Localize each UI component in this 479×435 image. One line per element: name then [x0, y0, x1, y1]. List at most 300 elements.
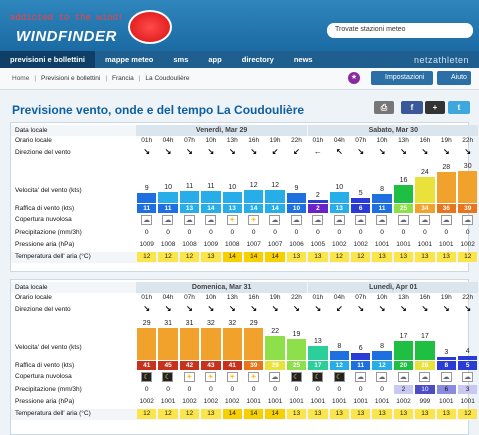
temperature-cell: 14	[265, 409, 284, 419]
hour-cell: 07h	[355, 137, 367, 144]
speed-column	[457, 318, 478, 360]
speed-column	[393, 318, 414, 360]
sky-icon: ☾	[293, 374, 300, 381]
speed-column	[264, 161, 285, 203]
wind-speed-value: 19	[292, 331, 301, 339]
facebook-share-button[interactable]: f	[401, 101, 423, 114]
wind-speed-value: 8	[380, 343, 385, 351]
pressure-cell: 1009	[139, 241, 154, 248]
wind-arrow-icon: ↙	[271, 147, 279, 156]
sky-icon: ☾	[335, 374, 343, 381]
gust-cell: 11	[158, 204, 177, 213]
gust-cell: 10	[287, 204, 306, 213]
label-date: Data locale	[15, 127, 48, 134]
day-header: Venerdì, Mar 29	[136, 125, 307, 136]
precip-cell: 0	[294, 386, 299, 393]
wind-speed-value: 24	[420, 168, 429, 176]
breadcrumb-home[interactable]: Home	[12, 75, 30, 82]
wind-direction-cell	[436, 147, 457, 156]
wind-speed-bar	[437, 357, 456, 360]
sky-icon: ☁	[442, 217, 450, 224]
precip-cell: 0	[316, 386, 320, 393]
pressure-cell: 1002	[460, 241, 475, 248]
gust-cell: 11	[372, 204, 391, 213]
precip-cell: 0	[316, 229, 320, 236]
speed-column	[329, 318, 350, 360]
hour-cell: 10h	[376, 137, 388, 144]
wind-speed-value: 4	[465, 347, 470, 355]
temperature-cell: 12	[158, 409, 177, 419]
wind-arrow-icon: ↘	[271, 304, 279, 313]
pressure-cell: 1001	[267, 398, 283, 405]
gust-cell: 43	[201, 361, 220, 370]
gust-cell: 36	[437, 204, 456, 213]
cloud-cover-cell	[141, 215, 152, 225]
pressure-cell: 1001	[396, 241, 411, 248]
hour-cell: 10h	[205, 137, 217, 144]
breadcrumb-forecasts[interactable]: Previsioni e bollettini	[41, 75, 101, 82]
gust-cell: 13	[330, 204, 349, 213]
cloud-cover-cell	[398, 372, 409, 382]
label-gust: Raffica di vento (kts)	[15, 205, 75, 212]
sky-icon: ☁	[464, 374, 471, 381]
wind-direction-cell	[393, 147, 414, 156]
wind-speed-value: 12	[249, 181, 258, 189]
gust-cell: 25	[287, 361, 306, 370]
wind-direction-cell	[179, 147, 200, 156]
speed-column	[371, 161, 392, 203]
temperature-cell: 12	[158, 252, 177, 262]
speed-column	[136, 318, 157, 360]
wind-direction-cell	[243, 304, 264, 313]
wind-speed-bar	[330, 351, 349, 360]
temperature-cell: 13	[394, 252, 413, 262]
cloud-cover-cell	[269, 372, 280, 382]
precip-cell: 0	[230, 229, 235, 236]
hour-cell: 16h	[419, 137, 431, 144]
wind-direction-cell	[371, 304, 392, 313]
precip-cell: 2	[394, 385, 413, 394]
wind-direction-cell	[414, 147, 435, 156]
gust-cell: 39	[244, 361, 263, 370]
hour-cell: 10h	[205, 294, 217, 301]
precip-cell: 0	[401, 229, 406, 236]
pressure-cell: 1002	[396, 398, 411, 405]
speed-column	[436, 161, 457, 203]
wind-arrow-icon: ↘	[164, 304, 172, 313]
day-header: Lunedì, Apr 01	[308, 282, 478, 293]
temperature-cell: 12	[330, 252, 349, 262]
precip-cell: 3	[458, 385, 477, 394]
precip-cell: 0	[273, 229, 277, 236]
gust-cell: 8	[437, 361, 456, 370]
settings-button[interactable]: Impostazioni	[371, 71, 433, 85]
wind-speed-value: 10	[228, 184, 237, 191]
wind-speed-bar	[137, 193, 156, 203]
wind-arrow-icon: ←	[313, 147, 322, 156]
wind-arrow-icon: ↘	[357, 304, 365, 313]
sky-icon: ☁	[464, 217, 471, 224]
temperature-cell: 13	[308, 409, 327, 419]
precip-cell: 0	[187, 229, 192, 236]
temperature-cell: 13	[437, 409, 456, 419]
cloud-cover-cell	[227, 372, 238, 382]
hour-cell: 04h	[162, 137, 174, 144]
temperature-cell: 13	[287, 409, 306, 419]
speed-column	[286, 318, 307, 360]
hour-cell: 04h	[162, 294, 174, 301]
pressure-cell: 1008	[182, 241, 197, 248]
temperature-cell: 14	[244, 252, 263, 262]
wind-speed-value: 6	[358, 345, 363, 353]
hour-cell: 19h	[440, 137, 452, 144]
gust-cell: 13	[180, 204, 199, 213]
temperature-cell: 13	[437, 252, 456, 262]
pressure-cell: 1001	[374, 241, 390, 248]
cloud-cover-cell	[441, 215, 452, 225]
sky-icon: ☁	[271, 217, 279, 224]
precip-cell: 0	[166, 386, 170, 393]
help-button[interactable]: Aiuto	[437, 71, 471, 85]
gust-cell: 29	[265, 361, 284, 370]
precip-cell: 0	[337, 386, 342, 393]
gust-cell: 39	[458, 204, 477, 213]
nav-news[interactable]: news	[293, 55, 313, 64]
breadcrumb-country[interactable]: Francia	[112, 75, 134, 82]
hour-cell: 19h	[440, 294, 452, 301]
gust-cell: 34	[415, 204, 434, 213]
speed-column	[136, 161, 157, 203]
label-time: Orario locale	[15, 137, 52, 144]
label-pressure: Pressione aria (hPa)	[15, 241, 75, 248]
precip-cell: 0	[465, 229, 470, 236]
gust-cell: 25	[394, 204, 413, 213]
day-header: Domenica, Mar 31	[136, 282, 307, 293]
speed-column	[157, 318, 178, 360]
label-precipitation: Precipitazione (mm/3h)	[15, 386, 82, 393]
temperature-cell: 12	[137, 252, 156, 262]
wind-speed-bar	[223, 328, 242, 360]
wind-speed-value: 2	[315, 192, 320, 199]
speed-column	[243, 161, 264, 203]
wind-speed-value: 8	[380, 186, 385, 194]
wind-arrow-icon: ↘	[421, 304, 429, 313]
wind-speed-value: 28	[442, 164, 451, 172]
hour-cell: 19h	[269, 137, 281, 144]
wind-speed-bar	[265, 336, 284, 360]
wind-speed-value: 31	[185, 320, 194, 327]
sky-icon: ☁	[292, 217, 300, 224]
wind-speed-bar	[437, 172, 456, 203]
logo-icon[interactable]	[128, 10, 172, 44]
print-icon[interactable]: ⎙	[374, 101, 394, 114]
precip-cell: 0	[251, 386, 256, 393]
wind-arrow-icon: ↘	[464, 147, 472, 156]
hour-cell: 22h	[291, 294, 302, 301]
temperature-cell: 13	[330, 409, 349, 419]
wind-speed-value: 17	[399, 333, 408, 341]
wind-arrow-icon: ↘	[357, 147, 365, 156]
cloud-cover-cell	[376, 372, 387, 382]
sky-icon: ☁	[442, 374, 450, 381]
pressure-cell: 1009	[203, 241, 219, 248]
gust-cell: 26	[415, 361, 434, 370]
precip-cell: 0	[294, 229, 299, 236]
speed-column	[414, 161, 435, 203]
speed-column	[200, 318, 221, 360]
wind-speed-bar	[330, 192, 349, 203]
hour-cell: 07h	[184, 294, 195, 301]
speed-column	[329, 161, 350, 203]
cloud-cover-cell	[376, 215, 387, 225]
wind-arrow-icon: ↘	[250, 147, 258, 156]
wind-arrow-icon: ↘	[421, 147, 429, 156]
wind-arrow-icon: ↘	[228, 147, 236, 156]
precip-cell: 0	[380, 229, 384, 236]
wind-speed-bar	[351, 198, 370, 204]
add-share-button[interactable]: +	[425, 101, 445, 114]
temperature-cell: 13	[372, 409, 391, 419]
precip-cell: 0	[358, 229, 363, 236]
precip-cell: 0	[358, 386, 363, 393]
speed-column	[371, 318, 392, 360]
wind-speed-value: 11	[185, 182, 194, 190]
wind-speed-bar	[415, 341, 434, 360]
wind-direction-cell	[264, 147, 285, 156]
precip-cell: 0	[423, 229, 427, 236]
temperature-cell: 13	[415, 252, 434, 262]
wind-direction-cell	[329, 304, 350, 313]
temperature-cell: 13	[201, 409, 220, 419]
wind-arrow-icon: ↘	[164, 147, 172, 156]
temperature-cell: 14	[244, 409, 263, 419]
hour-cell: 13h	[226, 294, 238, 301]
wind-arrow-icon: ↖	[335, 147, 343, 156]
pressure-cell: 1007	[246, 241, 261, 248]
label-wind-direction: Direzione del vento	[15, 306, 71, 313]
hour-cell: 10h	[376, 294, 388, 301]
wind-speed-bar	[372, 194, 391, 203]
wind-direction-cell	[350, 147, 371, 156]
pressure-cell: 1001	[460, 398, 475, 405]
wind-direction-cell	[393, 304, 414, 313]
cloud-cover-cell	[334, 372, 345, 382]
wind-direction-cell	[243, 147, 264, 156]
speed-column	[307, 161, 328, 203]
forecast-table-1	[10, 122, 475, 272]
label-temperature: Temperatura dell' aria (°C)	[15, 410, 91, 417]
temperature-cell: 14	[223, 252, 242, 262]
pressure-cell: 999	[419, 398, 431, 405]
cloud-cover-cell	[248, 372, 259, 382]
wind-speed-value: 32	[206, 320, 215, 327]
cloud-cover-cell	[141, 372, 152, 382]
pressure-cell: 1002	[203, 398, 219, 405]
pressure-cell: 1001	[417, 241, 433, 248]
gust-cell: 2	[308, 204, 327, 213]
temperature-cell: 13	[372, 252, 391, 262]
wind-direction-cell	[179, 304, 200, 313]
pressure-cell: 1002	[353, 241, 368, 248]
cloud-cover-cell	[269, 215, 280, 225]
hour-cell: 01h	[141, 137, 153, 144]
temperature-cell: 13	[287, 252, 306, 262]
speed-column	[350, 318, 371, 360]
nav-directory[interactable]: directory	[241, 55, 274, 64]
sky-icon: ☁	[314, 217, 322, 224]
sky-icon: ☀	[250, 374, 257, 381]
wind-arrow-icon: ↘	[314, 304, 322, 313]
label-precipitation: Precipitazione (mm/3h)	[15, 229, 82, 236]
label-cloud-cover: Copertura nuvolosa	[15, 216, 72, 223]
gust-cell: 17	[308, 361, 327, 370]
sky-icon: ☀	[228, 374, 236, 381]
speed-column	[179, 161, 200, 203]
wind-direction-cell	[371, 147, 392, 156]
temperature-cell: 14	[223, 409, 242, 419]
precip-cell: 0	[251, 229, 256, 236]
sky-icon: ☁	[143, 217, 150, 224]
cloud-cover-cell	[248, 215, 259, 225]
cloud-cover-cell	[462, 372, 473, 382]
wind-speed-bar	[287, 193, 306, 203]
wind-direction-cell	[222, 147, 243, 156]
search-input[interactable]: Trovate stazioni meteo	[327, 23, 473, 38]
wind-speed-value: 9	[294, 185, 299, 193]
label-time: Orario locale	[15, 294, 52, 301]
hour-cell: 13h	[398, 137, 409, 144]
cloud-cover-cell	[205, 372, 216, 382]
wind-direction-cell	[286, 304, 307, 313]
nav-sms[interactable]: sms	[173, 55, 189, 64]
wind-direction-cell	[286, 147, 307, 156]
sky-icon: ☀	[228, 217, 236, 224]
gust-cell: 41	[223, 361, 242, 370]
precip-cell: 0	[187, 386, 192, 393]
sky-icon: ☾	[314, 374, 321, 381]
wind-speed-value: 22	[271, 327, 279, 335]
windfinder-logo[interactable]: WINDFINDER	[16, 28, 117, 45]
hour-cell: 07h	[184, 137, 195, 144]
hour-cell: 16h	[248, 294, 260, 301]
temperature-cell: 12	[137, 409, 156, 419]
label-pressure: Pressione aria (hPa)	[15, 398, 75, 405]
sky-icon: ☾	[164, 374, 172, 381]
hour-cell: 01h	[312, 294, 324, 301]
wind-direction-cell	[200, 304, 221, 313]
speed-column	[457, 161, 478, 203]
hour-cell: 04h	[333, 137, 345, 144]
wind-speed-value: 8	[337, 343, 342, 351]
temperature-cell: 12	[180, 409, 199, 419]
sky-icon: ☁	[399, 374, 407, 381]
label-gust: Raffica di vento (kts)	[15, 362, 75, 369]
temperature-cell: 13	[394, 409, 413, 419]
hour-cell: 04h	[333, 294, 345, 301]
label-wind-speed: Velocita' del vento (kts)	[15, 344, 82, 351]
gust-cell: 11	[137, 204, 156, 213]
pressure-cell: 1001	[289, 398, 304, 405]
cloud-cover-cell	[162, 215, 173, 225]
speed-column	[436, 318, 457, 360]
cloud-cover-cell	[355, 215, 366, 225]
nav-maps[interactable]: mappe meteo	[105, 55, 154, 64]
wind-speed-bar	[287, 339, 306, 360]
speed-column	[157, 161, 178, 203]
temperature-cell: 14	[265, 252, 284, 262]
sky-icon: ☁	[378, 217, 386, 224]
sky-icon: ☀	[207, 374, 214, 381]
sky-icon: ☀	[250, 217, 257, 224]
wind-direction-cell	[329, 147, 350, 156]
sky-icon: ☁	[207, 217, 215, 224]
wind-speed-bar	[394, 185, 413, 203]
gust-cell: 20	[394, 361, 413, 370]
wind-speed-value: 32	[228, 320, 237, 327]
cloud-cover-cell	[462, 215, 473, 225]
cloud-cover-cell	[419, 215, 430, 225]
cloud-cover-cell	[291, 372, 302, 382]
temperature-cell: 12	[458, 252, 477, 262]
cloud-cover-cell	[162, 372, 173, 382]
wind-arrow-icon: ↘	[207, 304, 215, 313]
pressure-cell: 1002	[139, 398, 154, 405]
partner-logo[interactable]: netzathleten	[413, 54, 469, 65]
speed-column	[222, 161, 243, 203]
main-nav	[0, 51, 479, 68]
gust-cell: 5	[458, 361, 477, 370]
wind-speed-value: 9	[144, 185, 149, 193]
wind-speed-bar	[308, 346, 327, 360]
wind-direction-cell	[457, 147, 478, 156]
precip-cell: 0	[209, 229, 213, 236]
wind-speed-bar	[137, 328, 156, 360]
sky-icon: ☁	[357, 217, 364, 224]
nav-forecasts[interactable]: previsioni e bollettini	[0, 51, 95, 68]
wind-direction-cell	[307, 147, 328, 156]
precip-cell: 0	[337, 229, 342, 236]
label-wind-direction: Direzione del vento	[15, 149, 71, 156]
precip-cell: 6	[437, 385, 456, 394]
temperature-cell: 12	[351, 252, 370, 262]
cloud-cover-cell	[419, 372, 430, 382]
precip-cell: 10	[415, 385, 434, 394]
speed-column	[286, 161, 307, 203]
hour-cell: 22h	[291, 137, 302, 144]
wind-direction-cell	[222, 304, 243, 313]
gust-cell: 41	[137, 361, 156, 370]
favorite-star-icon[interactable]: ★	[348, 72, 360, 84]
pressure-cell: 1001	[160, 398, 176, 405]
wind-arrow-icon: ↘	[207, 147, 215, 156]
cloud-cover-cell	[355, 372, 366, 382]
hour-cell: 01h	[141, 294, 153, 301]
wind-speed-bar	[415, 177, 434, 203]
wind-speed-value: 3	[444, 348, 449, 356]
wind-direction-cell	[157, 304, 178, 313]
wind-direction-cell	[307, 304, 328, 313]
sky-icon: ☁	[421, 217, 429, 224]
wind-speed-value: 12	[271, 181, 279, 189]
nav-app[interactable]: app	[208, 55, 222, 64]
wind-arrow-icon: ↘	[378, 147, 386, 156]
pressure-cell: 1002	[332, 241, 347, 248]
pressure-cell: 1002	[225, 398, 240, 405]
temperature-cell: 13	[415, 409, 434, 419]
cloud-cover-cell	[184, 215, 195, 225]
twitter-share-button[interactable]: t	[448, 101, 470, 114]
speed-column	[264, 318, 285, 360]
